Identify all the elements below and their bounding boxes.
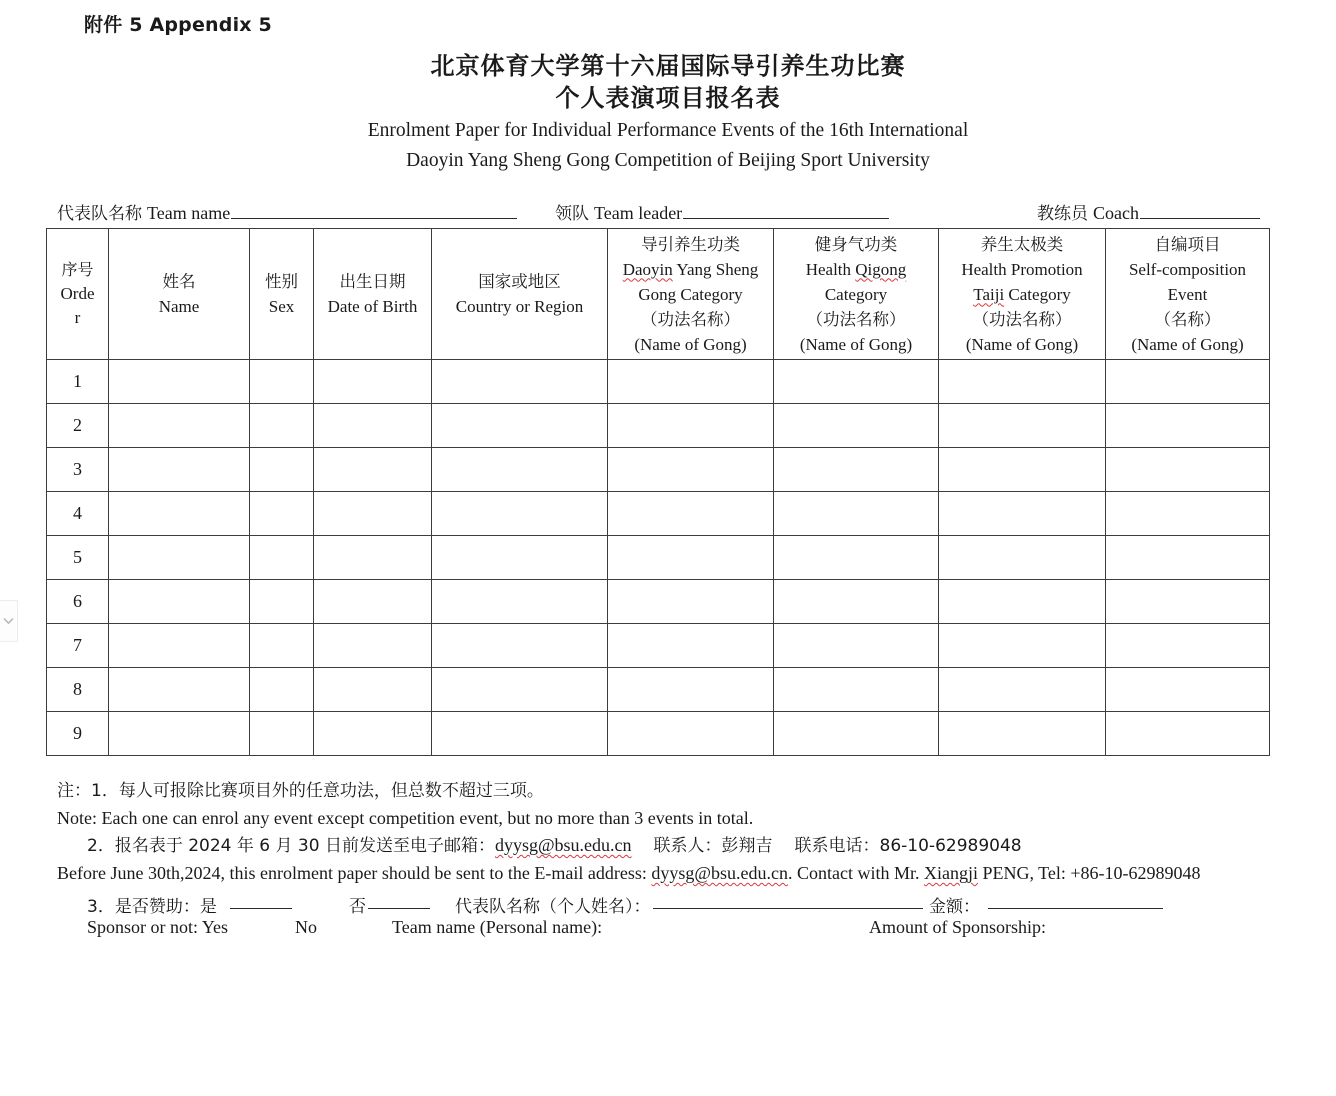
note-2-en-name: Xiangji (923, 863, 978, 883)
column-header-daoyin-cn: 导引养生功类 (641, 234, 740, 254)
table-cell-empty[interactable] (1106, 624, 1270, 668)
table-row (47, 624, 1270, 668)
table-cell-empty[interactable] (314, 624, 432, 668)
table-cell-empty[interactable] (774, 360, 939, 404)
column-header-date-of-birth-cn: 出生日期 (339, 272, 406, 291)
table-cell-empty[interactable] (432, 580, 608, 624)
appendix-label: 附件 5 Appendix 5 (84, 14, 272, 36)
table-row (47, 536, 1270, 580)
table-cell-empty[interactable] (774, 624, 939, 668)
column-header-sex-en: Sex (268, 297, 295, 316)
column-header-taiji-en3: (Name of Gong) (965, 334, 1079, 354)
column-header-self-composition-en3: (Name of Gong) (1131, 334, 1244, 354)
table-cell-empty[interactable] (109, 712, 250, 756)
column-header-taiji-cn2: （功法名称） (972, 309, 1072, 329)
table-cell-empty[interactable] (1106, 668, 1270, 712)
column-header-country (432, 229, 608, 360)
title-english-line-2: Daoyin Yang Sheng Gong Competition of Beijing Sport University (406, 150, 930, 171)
column-header-taiji-spell-word: Taiji (973, 284, 1005, 304)
table-cell-empty[interactable] (939, 360, 1106, 404)
table-row (47, 580, 1270, 624)
column-header-self-composition-cn: 自编项目 (1154, 234, 1221, 254)
table-cell-empty[interactable] (432, 492, 608, 536)
table-cell-empty[interactable] (250, 580, 314, 624)
column-header-country-en: Country or Region (455, 297, 584, 316)
note-1-cn: 注：1．每人可报除比赛项目外的任意功法，但总数不超过三项。 (57, 781, 544, 801)
column-header-qigong-en3: (Name of Gong) (799, 334, 913, 354)
table-cell-empty[interactable] (314, 580, 432, 624)
table-cell-empty[interactable] (608, 580, 774, 624)
row-order-number: 5 (47, 536, 109, 580)
note-1-en: Note: Each one can enrol any event except competition event, but no more than 3 events in total. (57, 808, 754, 828)
column-header-daoyin-en-line2: Gong Category (638, 284, 743, 304)
column-header-qigong-en-line2: Category (824, 284, 888, 304)
table-cell-empty[interactable] (109, 580, 250, 624)
note-2-en-prefix: Before June 30th,2024, this enrolment paper should be sent to the E-mail address: (57, 863, 647, 883)
column-header-taiji (939, 229, 1106, 360)
notes-section (57, 778, 1297, 944)
note-3-no-blank[interactable] (368, 892, 430, 909)
column-header-order-en: Orde (60, 284, 95, 303)
table-cell-empty[interactable] (939, 448, 1106, 492)
table-cell-empty[interactable] (1106, 712, 1270, 756)
table-row (47, 404, 1270, 448)
column-header-order (47, 229, 109, 360)
table-cell-empty[interactable] (109, 448, 250, 492)
table-cell-empty[interactable] (314, 404, 432, 448)
field-coach (1037, 199, 1260, 224)
table-cell-empty[interactable] (939, 624, 1106, 668)
table-cell-empty[interactable] (109, 668, 250, 712)
note-2-en (57, 860, 1297, 887)
note-3-sponsor-label-en: Sponsor or not: Yes (87, 917, 229, 937)
note-2-cn (57, 832, 1297, 860)
column-header-qigong-cn: 健身气功类 (814, 234, 898, 254)
row-order-number: 6 (47, 580, 109, 624)
note-3-no-label-en: No (295, 917, 317, 937)
table-cell-empty[interactable] (608, 536, 774, 580)
field-team-name-label-en: Team name (147, 203, 231, 223)
row-order-number: 7 (47, 624, 109, 668)
column-header-date-of-birth-en: Date of Birth (327, 297, 418, 316)
note-2-en-mid: . Contact with Mr. (787, 863, 924, 883)
column-header-sex (250, 229, 314, 360)
table-cell-empty[interactable] (250, 536, 314, 580)
column-header-daoyin (608, 229, 774, 360)
column-header-name-cn: 姓名 (162, 272, 196, 291)
column-header-name (109, 229, 250, 360)
column-header-daoyin-en3: (Name of Gong) (634, 334, 747, 354)
table-row (47, 668, 1270, 712)
title-english-line-1: Enrolment Paper for Individual Performance Events of the 16th International (367, 120, 969, 141)
table-cell-empty[interactable] (608, 360, 774, 404)
chevron-down-icon (3, 617, 14, 625)
table-cell-empty[interactable] (109, 624, 250, 668)
table-cell-empty[interactable] (774, 668, 939, 712)
table-cell-empty[interactable] (939, 492, 1106, 536)
row-order-number: 8 (47, 668, 109, 712)
table-cell-empty[interactable] (774, 580, 939, 624)
field-team-name (57, 199, 517, 224)
column-header-daoyin-en-rest: Yang Sheng (672, 259, 759, 279)
field-team-leader-label-cn: 领队 (555, 204, 589, 224)
note-3-team-label-en: Team name (Personal name): (392, 917, 603, 937)
column-header-qigong-en-prefix: Health (805, 259, 856, 279)
table-cell-empty[interactable] (432, 404, 608, 448)
note-3-sponsor-label-cn: 3．是否赞助：是 (87, 897, 217, 917)
table-cell-empty[interactable] (314, 492, 432, 536)
note-3-team-blank[interactable] (653, 892, 923, 909)
table-row (47, 712, 1270, 756)
table-cell-empty[interactable] (608, 668, 774, 712)
table-cell-empty[interactable] (250, 624, 314, 668)
table-cell-empty[interactable] (939, 536, 1106, 580)
table-cell-empty[interactable] (432, 536, 608, 580)
table-cell-empty[interactable] (432, 712, 608, 756)
table-row (47, 448, 1270, 492)
column-header-sex-cn: 性别 (265, 272, 298, 291)
title-chinese-line-1: 北京体育大学第十六届国际导引养生功比赛 (430, 52, 906, 80)
note-2-en-email[interactable]: dyysg@bsu.edu.cn (651, 863, 788, 883)
table-cell-empty[interactable] (774, 712, 939, 756)
table-cell-empty[interactable] (432, 668, 608, 712)
table-cell-empty[interactable] (250, 360, 314, 404)
column-header-taiji-en-line1: Health Promotion (961, 259, 1083, 279)
note-3-no-label-cn: 否 (349, 897, 366, 917)
table-row (47, 492, 1270, 536)
table-cell-empty[interactable] (774, 448, 939, 492)
header-fields (57, 199, 1267, 223)
table-cell-empty[interactable] (608, 448, 774, 492)
table-cell-empty[interactable] (939, 404, 1106, 448)
note-2-contact-person: 联系人：彭翔吉 (653, 836, 773, 856)
column-header-date-of-birth (314, 229, 432, 360)
column-header-self-composition (1106, 229, 1270, 360)
column-header-daoyin-cn2: （功法名称） (641, 309, 740, 329)
field-team-name-label-cn: 代表队名称 (57, 204, 142, 224)
table-cell-empty[interactable] (1106, 580, 1270, 624)
column-header-taiji-en-rest: Category (1004, 284, 1071, 304)
column-header-country-cn: 国家或地区 (478, 272, 561, 291)
table-cell-empty[interactable] (774, 492, 939, 536)
table-row (47, 360, 1270, 404)
column-header-daoyin-spell-word: Daoyin (622, 259, 673, 279)
note-3-amount-label-cn: 金额： (929, 897, 980, 917)
note-3-amount-label-en: Amount of Sponsorship: (869, 917, 1047, 937)
column-header-order-en-overflow: r (74, 308, 81, 327)
table-cell-empty[interactable] (939, 712, 1106, 756)
table-cell-empty[interactable] (1106, 360, 1270, 404)
table-cell-empty[interactable] (109, 492, 250, 536)
table-cell-empty[interactable] (109, 360, 250, 404)
table-cell-empty[interactable] (109, 536, 250, 580)
document-title-block (0, 50, 1336, 174)
column-header-qigong-spell-word: Qigong (855, 259, 907, 279)
column-header-qigong-cn2: （功法名称） (806, 309, 906, 329)
enrolment-table (46, 228, 1270, 756)
note-3-team-label-cn: 代表队名称（个人姓名）： (455, 897, 651, 917)
table-cell-empty[interactable] (774, 404, 939, 448)
table-cell-empty[interactable] (314, 360, 432, 404)
row-order-number: 4 (47, 492, 109, 536)
field-team-leader (555, 199, 889, 224)
column-header-self-composition-cn2: （名称） (1154, 309, 1221, 329)
field-coach-label-en: Coach (1093, 203, 1139, 223)
table-cell-empty[interactable] (314, 668, 432, 712)
table-cell-empty[interactable] (432, 360, 608, 404)
table-header-row (47, 229, 1270, 360)
column-header-self-composition-en-line1: Self-composition (1128, 259, 1247, 279)
table-cell-empty[interactable] (939, 668, 1106, 712)
page-edge-collapse-tab[interactable] (0, 600, 18, 642)
table-cell-empty[interactable] (314, 448, 432, 492)
table-cell-empty[interactable] (1106, 448, 1270, 492)
table-cell-empty[interactable] (432, 624, 608, 668)
note-3-yes-blank[interactable] (230, 892, 292, 909)
row-order-number: 1 (47, 360, 109, 404)
table-cell-empty[interactable] (608, 624, 774, 668)
note-3-amount-blank[interactable] (988, 892, 1163, 909)
table-cell-empty[interactable] (1106, 536, 1270, 580)
column-header-qigong (774, 229, 939, 360)
field-coach-label-cn: 教练员 (1037, 204, 1088, 224)
table-cell-empty[interactable] (939, 580, 1106, 624)
table-cell-empty[interactable] (250, 448, 314, 492)
table-cell-empty[interactable] (432, 448, 608, 492)
title-chinese-line-2: 个人表演项目报名表 (555, 84, 781, 112)
table-cell-empty[interactable] (250, 492, 314, 536)
field-team-leader-label-en: Team leader (594, 203, 683, 223)
field-coach-input-rule[interactable] (1140, 202, 1260, 219)
table-cell-empty[interactable] (314, 536, 432, 580)
table-cell-empty[interactable] (1106, 404, 1270, 448)
column-header-taiji-cn: 养生太极类 (980, 234, 1064, 254)
note-2-email[interactable]: dyysg@bsu.edu.cn (494, 835, 632, 855)
column-header-self-composition-en-line2: Event (1167, 284, 1208, 304)
table-cell-empty[interactable] (608, 404, 774, 448)
note-2-cn-text: 2．报名表于 2024 年 6 月 30 日前发送至电子邮箱： (87, 836, 495, 856)
table-cell-empty[interactable] (774, 536, 939, 580)
note-2-en-suffix: PENG, Tel: +86-10-62989048 (977, 863, 1201, 883)
row-order-number: 9 (47, 712, 109, 756)
column-header-name-en: Name (158, 297, 200, 316)
table-cell-empty[interactable] (250, 712, 314, 756)
table-cell-empty[interactable] (314, 712, 432, 756)
row-order-number: 3 (47, 448, 109, 492)
table-cell-empty[interactable] (608, 712, 774, 756)
table-cell-empty[interactable] (109, 404, 250, 448)
note-3 (57, 892, 1297, 944)
column-header-order-cn: 序号 (61, 260, 94, 279)
note-2-contact-phone: 联系电话：86-10-62989048 (794, 836, 1022, 856)
table-cell-empty[interactable] (1106, 492, 1270, 536)
row-order-number: 2 (47, 404, 109, 448)
table-cell-empty[interactable] (250, 404, 314, 448)
field-team-leader-input-rule[interactable] (683, 202, 889, 219)
table-cell-empty[interactable] (250, 668, 314, 712)
table-cell-empty[interactable] (608, 492, 774, 536)
field-team-name-input-rule[interactable] (231, 202, 517, 219)
